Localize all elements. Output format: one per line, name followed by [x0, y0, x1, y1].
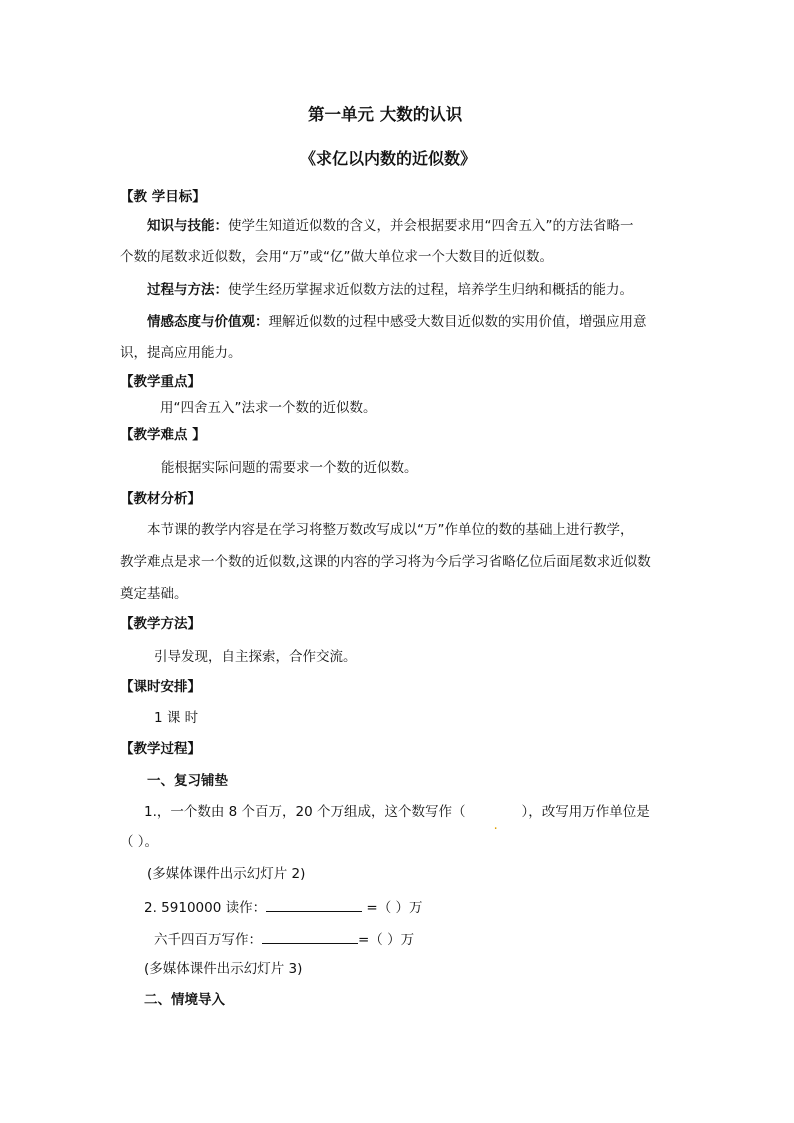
section-analysis-heading: 【教材分析】 [120, 491, 201, 507]
page-title: 第一单元 大数的认识 [308, 105, 463, 124]
section-goals-heading: 【教 学目标】 [120, 189, 206, 205]
slide-note-1: (多媒体课件出示幻灯片 2) [147, 866, 306, 882]
mark-dot: . [493, 817, 498, 833]
question-1-text-a: ，一个数由 8 个百万，20 个万组成，这个数写作（ [156, 804, 466, 820]
keypoint-text: 用“四舍五入”法求一个数的近似数。 [160, 400, 377, 416]
section-difficulty-heading: 【教学难点 】 [120, 427, 206, 443]
goal-process-text: 使学生经历掌握求近似数方法的过程，培养学生归纳和概括的能力。 [228, 282, 633, 298]
question-1-text-b: ），改写用万作单位是 [521, 804, 650, 820]
question-1-line2: （ ）。 [120, 834, 159, 850]
question-1-number: 1. [144, 804, 157, 820]
question-2-text-b: =（ ）万 [362, 900, 423, 916]
goal-knowledge-text: 使学生知道近似数的含义，并会根据要求用“四舍五入”的方法省略一 [228, 218, 634, 234]
analysis-line2: 教学难点是求一个数的近似数,这课的内容的学习将为今后学习省略亿位后面尾数求近似数 [120, 554, 651, 570]
question-2-text-d: =（ ）万 [358, 932, 415, 948]
question-2-line2 [154, 929, 414, 949]
analysis-line3: 奠定基础。 [120, 586, 188, 602]
process-part1-heading: 一、复习铺垫 [147, 773, 228, 789]
slide-note-2: (多媒体课件出示幻灯片 3) [144, 961, 303, 977]
schedule-text: 1 课 时 [154, 710, 199, 726]
goal-process-line [147, 281, 633, 299]
answer-blank-3 [262, 929, 358, 944]
question-1-line1 [144, 803, 650, 833]
goal-process-label: 过程与方法： [147, 282, 228, 298]
answer-blank-2 [266, 897, 362, 912]
lesson-subtitle: 《求亿以内数的近似数》 [300, 149, 477, 168]
goal-knowledge-label: 知识与技能： [147, 218, 228, 234]
goal-emotion-line1 [147, 313, 647, 331]
goal-emotion-line2: 识，提高应用能力。 [120, 345, 242, 361]
goal-knowledge-line2: 个数的尾数求近似数，会用“万”或“亿”做大单位求一个大数目的近似数。 [120, 249, 553, 265]
question-2-text-a: 2. 5910000 读作： [144, 900, 267, 916]
section-method-heading: 【教学方法】 [120, 616, 201, 632]
analysis-line1: 本节课的教学内容是在学习将整万数改写成以“万”作单位的数的基础上进行教学， [147, 522, 634, 538]
goal-emotion-text: 理解近似数的过程中感受大数目近似数的实用价值，增强应用意 [268, 314, 647, 330]
question-2-line1 [144, 897, 423, 917]
section-process-heading: 【教学过程】 [120, 741, 201, 757]
goal-knowledge-line1 [147, 217, 634, 235]
goal-emotion-label: 情感态度与价值观： [147, 314, 269, 330]
difficulty-text: 能根据实际问题的需要求一个数的近似数。 [161, 460, 418, 476]
question-2-text-c: 六千四百万写作： [154, 932, 262, 948]
section-schedule-heading: 【课时安排】 [120, 679, 201, 695]
section-keypoint-heading: 【教学重点】 [120, 374, 201, 390]
method-text: 引导发现，自主探索，合作交流。 [154, 649, 357, 665]
process-part2-heading: 二、情境导入 [144, 992, 225, 1008]
